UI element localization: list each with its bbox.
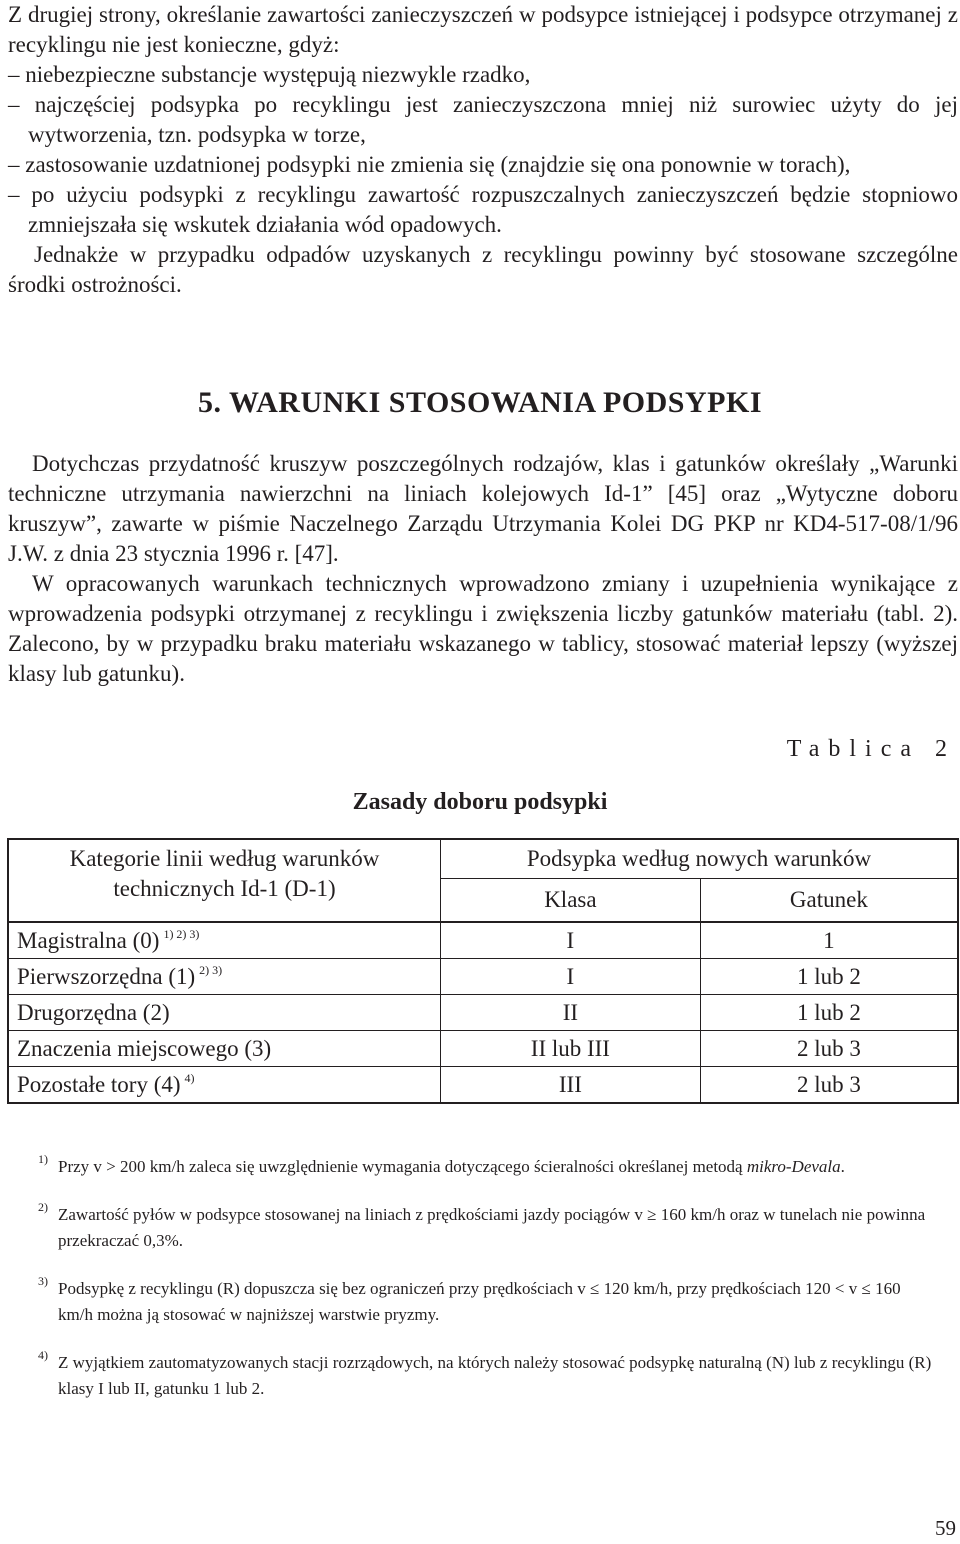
section-paragraph: Dotychczas przydatność kruszyw poszczególnych rodzajów, klas i gatunków określały „Warunki techniczne utrzymania nawierzchni na liniach kolejowych Id-1” [45] oraz „Wytyczne doboru kruszyw”, zawarte w piśmie Naczelnego Zarządu Utrzymania Kolei DG PKP nr KD4-517-08/1/96 J.W. z dnia 23 stycznia 1996 r. [47]. (8, 451, 958, 566)
table-row (8, 922, 958, 959)
footnote-mark: 1) (38, 1152, 48, 1166)
line-category-cell (8, 1067, 441, 1104)
table-row (8, 1067, 958, 1104)
line-category-cell (8, 1031, 441, 1067)
section-heading: 5. WARUNKI STOSOWANIA PODSYPKI (197, 386, 762, 419)
line-category: Znaczenia miejscowego (3) (17, 1035, 272, 1061)
line-category-cell (8, 922, 441, 959)
footnote-1 (38, 1154, 938, 1180)
class-cell: I (441, 959, 701, 995)
footnote-method: mikro-Devala (746, 1157, 841, 1176)
intro-bullet: – po użyciu podsypki z recyklingu zawartość rozpuszczalnych zanieczyszczeń będzie stopniowo zmniejszała się wskutek działania wód opadowych. (8, 182, 958, 237)
grade-cell: 2 lub 3 (700, 1067, 958, 1104)
line-category: Pierwszorzędna (1) (17, 964, 196, 989)
grade-cell: 2 lub 3 (700, 1031, 958, 1067)
line-category: Pozostałe tory (4) (17, 1072, 181, 1097)
grade-cell: 1 lub 2 (700, 995, 958, 1031)
line-category: Magistralna (0) (17, 928, 160, 953)
footnote-mark: 4) (38, 1348, 48, 1362)
footnote-refs: 1) 2) 3) (163, 927, 200, 941)
intro-bullet: – niebezpieczne substancje występują niezwykle rzadko, (8, 62, 531, 87)
footnote-text: Przy v > 200 km/h zaleca się uwzględnienie wymagania dotyczącego ścieralności określanej metodą (58, 1157, 747, 1176)
page-number: 59 (935, 1516, 956, 1540)
line-category-cell (8, 995, 441, 1031)
ballast-rules-table (7, 838, 959, 1104)
intro-closing: Jednakże w przypadku odpadów uzyskanych z recyklingu powinny być stosowane szczególne środki ostrożności. (8, 242, 958, 297)
line-category-cell (8, 959, 441, 995)
section-paragraph: W opracowanych warunkach technicznych wprowadzono zmiany i uzupełnienia wynikające z wprowadzenia podsypki otrzymanej z recyklingu i zwiększenia liczby gatunków materiału (tabl. 2). Zalecono, by w przypadku braku materiału wskazanego w tablicy, stosować materiał lepszy (wyższej klasy lub gatunku). (8, 571, 958, 686)
footnote-2 (38, 1202, 938, 1254)
footnote-refs: 2) 3) (199, 963, 223, 977)
header-class: Klasa (441, 879, 701, 923)
footnote-mark: 2) (38, 1200, 48, 1214)
footnotes (38, 1154, 938, 1402)
table-row (8, 1031, 958, 1067)
grade-cell: 1 (700, 922, 958, 959)
intro-text (8, 0, 958, 300)
table-title: Zasady doboru podsypki (352, 789, 608, 815)
table-row (8, 959, 958, 995)
table-header-row (8, 839, 958, 879)
footnote-4 (38, 1350, 938, 1402)
intro-lead: Z drugiej strony, określanie zawartości zanieczyszczeń w podsypce istniejącej i podsypce otrzymanej z recyklingu nie jest konieczne, gdyż: (8, 2, 958, 57)
class-cell: III (441, 1067, 701, 1104)
intro-bullet: – najczęściej podsypka po recyklingu jest zanieczyszczona mniej niż surowiec użyty do jej wytworzenia, tzn. podsypka w torze, (8, 92, 958, 147)
section-body (8, 449, 958, 689)
grade-cell: 1 lub 2 (700, 959, 958, 995)
footnote-text: Podsypkę z recyklingu (R) dopuszcza się bez ograniczeń przy prędkościach v ≤ 120 km/h, przy prędkościach 120 < v ≤ 160 km/h można ją stosować w najniższej warstwie pryzmy. (58, 1279, 901, 1324)
header-category: Kategorie linii według warunków technicznych Id-1 (D-1) (8, 839, 441, 922)
class-cell: II lub III (441, 1031, 701, 1067)
intro-bullet: – zastosowanie uzdatnionej podsypki nie zmienia się (znajdzie się ona ponownie w torach), (8, 152, 851, 177)
class-cell: I (441, 922, 701, 959)
footnote-text: Z wyjątkiem zautomatyzowanych stacji rozrządowych, na których należy stosować podsypkę naturalną (N) lub z recyklingu (R) klasy I lub II, gatunku 1 lub 2. (58, 1353, 932, 1398)
footnote-text: Zawartość pyłów w podsypce stosowanej na liniach z prędkościami jazdy pociągów v ≥ 160 km/h oraz w tunelach nie powinna przekraczać 0,3%. (58, 1205, 926, 1250)
line-category: Drugorzędna (2) (17, 999, 170, 1025)
footnote-refs: 4) (184, 1071, 195, 1085)
footnote-3 (38, 1276, 938, 1328)
footnote-mark: 3) (38, 1274, 48, 1288)
footnote-end: . (840, 1157, 845, 1176)
header-new-conditions: Podsypka według nowych warunków (441, 839, 959, 879)
table-row (8, 995, 958, 1031)
header-grade: Gatunek (700, 879, 958, 923)
class-cell: II (441, 995, 701, 1031)
table-label: Tablica 2 (786, 736, 956, 762)
